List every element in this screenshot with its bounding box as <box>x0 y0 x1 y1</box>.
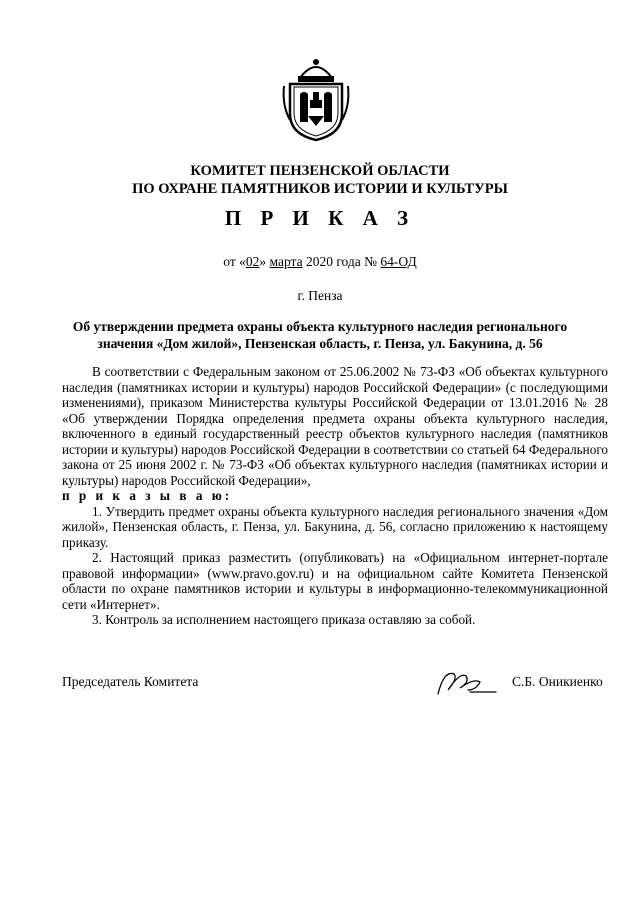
handwritten-signature-icon <box>430 664 502 700</box>
order-item-2: 2. Настоящий приказ разместить (опубликовать) на «Официальном интернет-портале правовой информации» (www.pravo.gov.ru) и на официальном сайте Комитета Пензенской области по охране памятников истории и культуры в информационно-телекоммуникационной сети «Интернет». <box>62 550 608 612</box>
signatory-name: С.Б. Оникиенко <box>512 674 603 689</box>
date-day: 02 <box>245 254 260 269</box>
organization-name-line-2: ПО ОХРАНЕ ПАМЯТНИКОВ ИСТОРИИ И КУЛЬТУРЫ <box>132 181 508 197</box>
document-subject: Об утверждении предмета охраны объекта культурного наследия регионального значения «Дом жилой», Пензенская область, г. Пенза, ул. Бакунина, д. 56 <box>72 319 568 351</box>
order-word: п р и к а з ы в а ю: <box>62 488 233 503</box>
document-title: П Р И К А З <box>224 206 416 230</box>
document-number: 64-ОД <box>380 254 417 269</box>
date-mid: » <box>259 254 270 269</box>
preamble-paragraph: В соответствии с Федеральным законом от 25.06.2002 № 73-ФЗ «Об объектах культурного наследия (памятниках истории и культуры) народов Российской Федерации» (с последующими изменениями), приказом Министерства культуры Российской Федерации от 13.01.2016 № 28 «Об утверждении Порядка определения предмета охраны объекта культурного наследия, включенного в единый государственный реестр объектов культурного наследия (памятников истории и культуры) народов Российской Федерации в соответствии со статьей 64 Федерального закона от 25 июня 2002 г. № 73-ФЗ «Об объектах культурного наследия (памятниках истории и культуры) народов Российской Федерации», <box>62 364 608 488</box>
date-month: марта <box>269 254 303 269</box>
date-prefix: от « <box>223 254 246 269</box>
coat-of-arms-icon <box>280 56 352 142</box>
city: г. Пенза <box>297 288 343 303</box>
organization-name-line-1: КОМИТЕТ ПЕНЗЕНСКОЙ ОБЛАСТИ <box>190 163 450 179</box>
date-number-line <box>0 254 640 270</box>
order-item-3: 3. Контроль за исполнением настоящего приказа оставляю за собой. <box>92 612 476 627</box>
date-year: 2020 года № <box>302 254 381 269</box>
signatory-position: Председатель Комитета <box>62 674 199 689</box>
document-body <box>62 364 608 628</box>
order-item-1: 1. Утвердить предмет охраны объекта культурного наследия регионального значения «Дом жилой», Пензенская область, г. Пенза, ул. Бакунина, д. 56, согласно приложению к настоящему приказу. <box>62 503 608 550</box>
